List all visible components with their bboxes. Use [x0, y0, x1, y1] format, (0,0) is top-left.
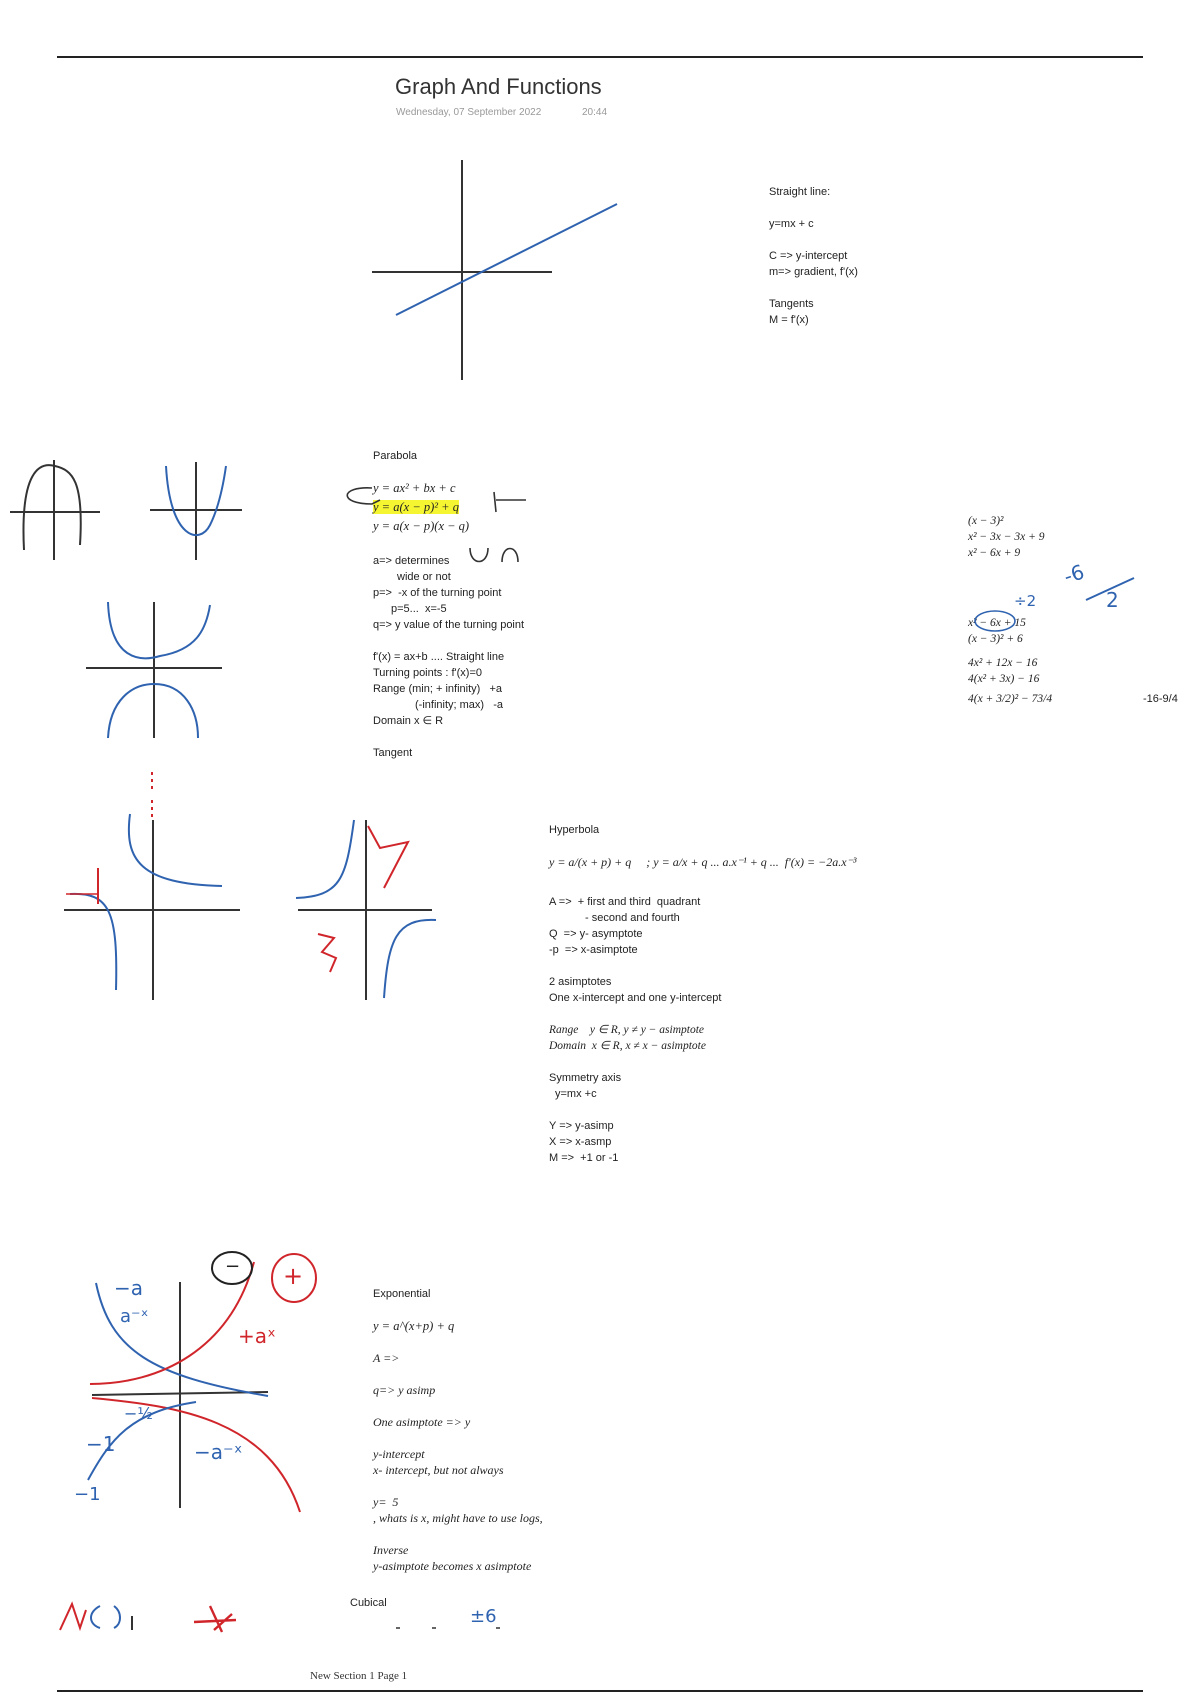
- exponential-a-def: A =>: [373, 1351, 400, 1365]
- parabola-a-def2: wide or not: [397, 571, 451, 583]
- cubical-heading: Cubical: [350, 1597, 387, 1609]
- hyperbola-intercepts: One x-intercept and one y-intercept: [549, 992, 722, 1004]
- hyperbola-symmetry-eq: y=mx +c: [555, 1088, 597, 1100]
- calc-line-7: 4(x² + 3x) − 16: [968, 673, 1040, 685]
- calc-line-3: x² − 6x + 9: [968, 547, 1021, 559]
- c-definition: C => y-intercept: [769, 250, 848, 262]
- hyperbola-x-def: X => x-asmp: [549, 1136, 612, 1148]
- hyperbola-heading: Hyperbola: [549, 824, 600, 836]
- exponential-x-int: x- intercept, but not always: [373, 1463, 504, 1477]
- calc-handwritten-minus6: -6: [1060, 559, 1088, 589]
- calc-line-4: x² − 6x + 15: [968, 617, 1026, 629]
- parabola-eq1: y = ax² + bx + c: [373, 481, 456, 495]
- page-date: Wednesday, 07 September 2022: [396, 107, 542, 118]
- calc-far-note: -16-9/4: [1143, 693, 1178, 705]
- hyperbola-a-def: A => + first and third quadrant: [549, 896, 701, 908]
- exponential-inverse: Inverse: [373, 1543, 409, 1557]
- exponential-heading: Exponential: [373, 1288, 431, 1300]
- hyperbola-range: Range y ∈ R, y ≠ y − asimptote: [549, 1024, 705, 1036]
- calc-handwritten-div2: ÷2: [1014, 592, 1037, 610]
- hyperbola-asymptotes: 2 asimptotes: [549, 976, 612, 988]
- calc-line-1: (x − 3)²: [968, 515, 1004, 527]
- page-footer: New Section 1 Page 1: [310, 1670, 408, 1682]
- exp-hw-a-neg-x: a⁻ˣ: [120, 1306, 149, 1327]
- calc-line-5: (x − 3)² + 6: [968, 633, 1023, 645]
- page-time: 20:44: [582, 107, 608, 118]
- parabola-p-example: p=5... x=-5: [391, 603, 447, 615]
- parabola-heading: Parabola: [373, 450, 418, 462]
- hyperbola-q-def: Q => y- asymptote: [549, 928, 643, 940]
- parabola-eq2: y = a(x − p)² + q: [373, 500, 459, 514]
- calc-line-2: x² − 3x − 3x + 9: [968, 531, 1045, 543]
- parabola-eq3: y = a(x − p)(x − q): [373, 519, 470, 533]
- exp-hw-neg-one: −1: [86, 1432, 116, 1456]
- straight-line-formula: y=mx + c: [769, 218, 814, 230]
- parabola-fx: f'(x) = ax+b .... Straight line: [373, 651, 505, 663]
- parabola-range1: Range (min; + infinity) +a: [373, 683, 503, 695]
- exponential-inverse2: y-asimptote becomes x asimptote: [373, 1559, 532, 1573]
- exp-hw-neg-half: −½: [124, 1404, 153, 1423]
- parabola-range2: (-infinity; max) -a: [415, 699, 504, 711]
- exponential-y-int: y-intercept: [373, 1447, 425, 1461]
- exponential-q-def: q=> y asimp: [373, 1383, 436, 1397]
- straight-line-heading: Straight line:: [769, 186, 831, 198]
- parabola-q-def: q=> y value of the turning point: [373, 619, 525, 631]
- hyperbola-symmetry: Symmetry axis: [549, 1072, 622, 1084]
- hyperbola-a-def2: - second and fourth: [585, 912, 680, 924]
- hyperbola-m-def: M => +1 or -1: [549, 1152, 619, 1164]
- exp-hw-plus-ax: +aˣ: [238, 1324, 276, 1348]
- calc-line-6: 4x² + 12x − 16: [968, 657, 1038, 669]
- calc-handwritten-2: 2: [1106, 588, 1119, 612]
- page-title: Graph And Functions: [395, 74, 602, 99]
- exp-hw-minus-one: −1: [74, 1484, 101, 1505]
- tangent-m: M = f'(x): [769, 314, 809, 326]
- parabola-tangent: Tangent: [373, 747, 413, 759]
- hyperbola-y-def: Y => y-asimp: [549, 1120, 614, 1132]
- exponential-y5: y= 5: [373, 1495, 399, 1509]
- exponential-one-asym: One asimptote => y: [373, 1415, 471, 1429]
- exp-hw-circle-minus: −: [225, 1256, 241, 1277]
- calc-line-8: 4(x + 3/2)² − 73/4: [968, 693, 1053, 705]
- cubical-hw: ±6: [470, 1606, 497, 1627]
- exp-hw-neg-a-neg-x: −a⁻ˣ: [194, 1440, 243, 1464]
- exponential-y5b: , whats is x, might have to use logs,: [373, 1511, 543, 1525]
- exponential-formula: y = a^(x+p) + q: [373, 1319, 455, 1333]
- parabola-p-def: p=> -x of the turning point: [373, 587, 502, 599]
- m-definition: m=> gradient, f'(x): [769, 266, 858, 278]
- hyperbola-p-def: -p => x-asimptote: [549, 944, 638, 956]
- parabola-turning: Turning points : f'(x)=0: [373, 667, 482, 679]
- parabola-domain: Domain x ∈ R: [373, 715, 444, 727]
- parabola-a-def: a=> determines: [373, 555, 450, 567]
- hyperbola-formula: y = a/(x + p) + q ; y = a/x + q ... a.x⁻¹ + q ... f'(x) = −2a.x⁻³: [549, 855, 857, 869]
- exp-hw-circle-plus: +: [283, 1262, 304, 1290]
- exp-hw-minus-a: −a: [114, 1276, 144, 1300]
- hyperbola-domain: Domain x ∈ R, x ≠ x − asimptote: [549, 1040, 706, 1052]
- tangents-label: Tangents: [769, 298, 814, 310]
